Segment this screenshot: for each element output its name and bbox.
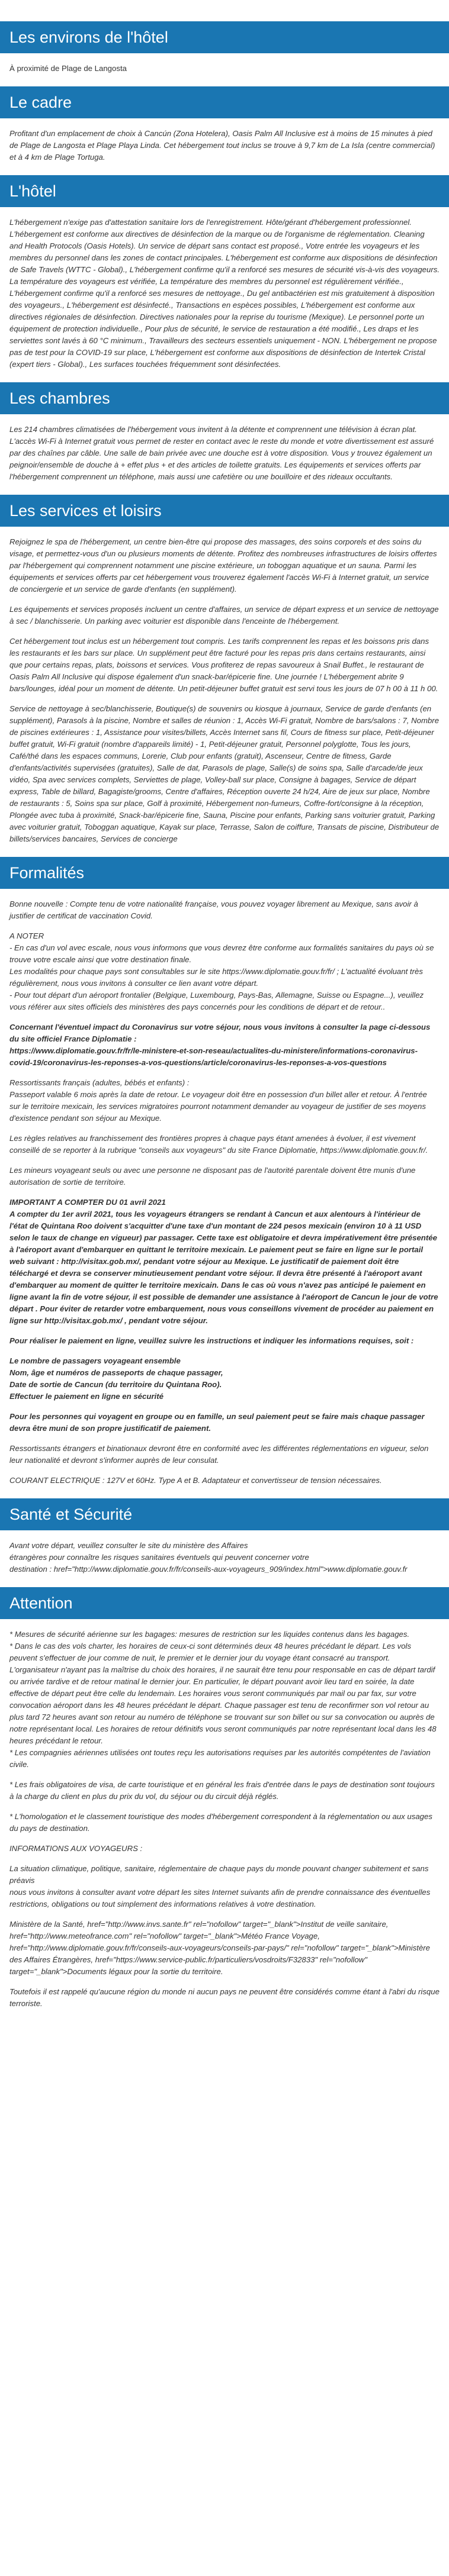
paragraph: IMPORTANT A COMPTER DU 01 avril 2021 A compter du 1er avril 2021, tous les voyageurs étrangers se rendant à Cancun et aux alentours à l'intérieur de l'état de Quintana Roo doivent s'acquitter d'une taxe d'un montant de 224 pesos mexicain (environ 10 à 11 USD selon le taux de change en vigueur) par passager. Cette taxe est obligatoire et devra impérativement être présentée à l'aéroport avant d'embarquer en quittant le territoire mexicain. Le paiement peut se faire en ligne sur le portail web suivant : http://visitax.gob.mx/, pendant votre séjour au Mexique. Le justificatif de paiement doit être téléchargé et devra se conserver minutieusement pendant votre séjour. Il devra être présenté à l'aéroport avant d'embarquer au moment de quitter le territoire mexicain. Dans le cas où vous n'avez pas anticipé le paiement en ligne avant la fin de votre séjour, il est possible de demander une assistance à l'aéroport de Cancun le jour de votre départ . Pour éviter de retarder votre embarquement, nous vous conseillons vivement de procéder au paiement en ligne sur http://visitax.gob.mx/ , pendant votre séjour.	[9, 1198, 438, 1325]
paragraph: INFORMATIONS AUX VOYAGEURS :	[9, 1844, 143, 1853]
section-les-environs-de-l-hotel	[0, 21, 449, 75]
paragraph: Pour réaliser le paiement en ligne, veuillez suivre les instructions et indiquer les informations requises, soit :	[9, 1336, 414, 1345]
paragraph: Pour les personnes qui voyagent en groupe ou en famille, un seul paiement peut se faire mais chaque passager devra être muni de son propre justificatif de paiement.	[9, 1412, 425, 1433]
paragraph: Concernant l'éventuel impact du Coronavirus sur votre séjour, nous vous invitons à consulter la page ci-dessous du site officiel France Diplomatie : https://www.diplomatie.gouv.fr/fr/le-ministere-et-son-reseau/actualites-du-ministere/informations-coronavirus-covid-19/coronavirus-les-reponses-a-vos-questions/article/coronavirus-les-reponses-a-vos-questions	[9, 1023, 431, 1067]
section-sante-et-securite	[0, 1498, 449, 1575]
section-body	[0, 536, 449, 845]
section-l-hotel	[0, 175, 449, 370]
paragraph: * Les frais obligatoires de visa, de carte touristique et en général les frais d'entrée dans le pays de destination sont toujours à la charge du client en plus du prix du vol, du séjour ou du circuit déjà réglés.	[9, 1780, 435, 1801]
paragraph: L'hébergement n'exige pas d'attestation sanitaire lors de l'enregistrement. Hôte/gérant d'hébergement professionnel. L'hébergement est conforme aux directives de désinfection de la marque ou de l'organisme de réglementation. Cleaning and Health Protocols (Oasis Hotels). Un service de départ sans contact est proposé., Votre entrée les voyageurs et les membres du personnel dans les zones de contact principales. L'hébergement est conforme aux dispositions de désinfection de Safe Travels (WTTC - Global)., L'hébergement confirme qu'il a renforcé ses mesures de sécurité vis-à-vis des voyageurs. La température des voyageurs est vérifiée, La température des membres du personnel est régulièrement vérifiée., L'hébergement confirme qu'il a renforcé ses mesures de nettoyage., Du gel antibactérien est mis gratuitement à disposition des voyageurs., L'hébergement est désinfecté., Transactions en espèces possibles, L'hébergement est conforme aux directives régionales de désinfection. Directives nationales pour la reprise du tourisme (Mexique). Le personnel porte un équipement de protection individuelle., Pour plus de sécurité, le service de restauration a été modifié., Les draps et les serviettes sont lavés à 60 °C minimum., Travailleurs des secteurs essentiels uniquement - NON. L'hébergement ne propose pas de test pour la COVID-19 sur place, L'hébergement est conforme aux dispositions de désinfection de Intertek Cristal (expert tiers - Global)., Les surfaces touchées fréquemment sont désinfectées.	[9, 218, 440, 369]
section-attention	[0, 1587, 449, 2010]
paragraph: Bonne nouvelle : Compte tenu de votre nationalité française, vous pouvez voyager librement au Mexique, sans avoir à justifier de certificat de vaccination Covid.	[9, 899, 418, 920]
paragraph: Ressortissants français (adultes, bébés et enfants) : Passeport valable 6 mois après la date de retour. Le voyageur doit être en possession d'un billet aller et retour. À l'entrée sur le territoire mexicain, les services migratoires pourront notamment demander au voyageur de justifier de ses moyens d'existence pendant son séjour au Mexique.	[9, 1078, 427, 1123]
section-title: Formalités	[0, 857, 449, 889]
paragraph: Profitant d'un emplacement de choix à Cancún (Zona Hotelera), Oasis Palm All Inclusive est à moins de 15 minutes à pied de Plage de Langosta et Plage Playa Linda. Cet hébergement tout inclus se trouve à 9,7 km de La Isla (centre commercial) et à 4 km de Plage Tortuga.	[9, 129, 435, 162]
paragraph: Ministère de la Santé, href="http://www.invs.sante.fr" rel="nofollow" target="_blank">Institut de veille sanitaire, href="http://www.meteofrance.com" rel="nofollow" target="_blank">Météo France Voyage, href="http://www.diplomatie.gouv.fr/fr/conseils-aux-voyageurs/conseils-par-pays/" rel="nofollow" target="_blank">Ministère des Affaires Étrangères, href="https://www.service-public.fr/particuliers/vosdroits/F32833" rel="nofollow" target="_blank">Documents légaux pour la sortie du territoire.	[9, 1920, 431, 1976]
paragraph: Les équipements et services proposés incluent un centre d'affaires, un service de départ express et un service de nettoyage à sec / blanchisserie. Un parking avec voiturier est disponible dans l'enceinte de l'hébergement.	[9, 605, 439, 626]
section-body	[0, 63, 449, 75]
paragraph: Les 214 chambres climatisées de l'hébergement vous invitent à la détente et comprennent une télévision à écran plat. L'accès Wi-Fi à Internet gratuit vous permet de rester en contact avec le reste du monde et votre divertissement est assuré par des chaînes par câble. Une salle de bain privée avec une douche est à votre disposition. Vous y trouvez également un peignoir/ensemble de douche à + effet plus + et des articles de toilette gratuits. Les équipements et services offerts par l'hébergement comprennent un téléphone, mais aussi une cafetière ou une bouilloire et des rideaux occultants.	[9, 425, 434, 481]
paragraph: À proximité de Plage de Langosta	[9, 64, 127, 73]
section-title: Les chambres	[0, 382, 449, 414]
section-title: L'hôtel	[0, 175, 449, 207]
paragraph: Les règles relatives au franchissement des frontières propres à chaque pays étant amenées à évoluer, il est vivement conseillé de se reporter à la rubrique "conseils aux voyageurs" du site France Diplomatie, https://www.diplomatie.gouv.fr/.	[9, 1134, 428, 1155]
section-formalites	[0, 857, 449, 1487]
section-body	[0, 128, 449, 163]
paragraph: Le nombre de passagers voyageant ensemble Nom, âge et numéros de passeports de chaque passager, Date de sortie de Cancun (du territoire du Quintana Roo). Effectuer le paiement en ligne en sécurité	[9, 1356, 223, 1401]
paragraph: Rejoignez le spa de l'hébergement, un centre bien-être qui propose des massages, des soins corporels et des soins du visage, et permettez-vous d'un ou plusieurs moments de détente. Profitez des nombreuses infrastructures de loisirs offertes par l'hébergement qui comprennent notamment une piscine extérieure, un toboggan aquatique et un sauna. Parmi les équipements et services offerts par cet hébergement vous trouverez également l'accès Wi-Fi à Internet gratuit, un service de conciergerie et un service de garde d'enfants (en supplément).	[9, 537, 437, 594]
section-les-services-et-loisirs	[0, 495, 449, 845]
paragraph: COURANT ELECTRIQUE : 127V et 60Hz. Type A et B. Adaptateur et convertisseur de tension nécessaires.	[9, 1476, 382, 1485]
section-body	[0, 1540, 449, 1575]
paragraph: Cet hébergement tout inclus est un hébergement tout compris. Les tarifs comprennent les repas et les boissons pris dans les restaurants et les bars sur place. Un supplément peut être facturé pour les repas pris dans certains restaurants, ainsi que pour certains repas, plats, boissons et services. Vous profiterez de repas savoureux à Snail Buffet., le restaurant de Oasis Palm All Inclusive qui dispose également d'un snack-bar/épicerie fine. Une journée ! L'hébergement abrite 9 bars/lounges, idéal pour un moment de détente. Un petit-déjeuner buffet gratuit est servi tous les jours de 07 h 00 à 11 h 00.	[9, 637, 438, 693]
section-title: Les services et loisirs	[0, 495, 449, 527]
section-body	[0, 424, 449, 483]
paragraph: * Mesures de sécurité aérienne sur les bagages: mesures de restriction sur les liquides contenus dans les bagages. * Dans le cas des vols charter, les horaires de ceux-ci sont déterminés deux 48 heures précédant le départ. Les vols peuvent s'effectuer de jour comme de nuit, le premier et le dernier jour du voyage étant consacré au transport. L'organisateur n'ayant pas la maîtrise du choix des horaires, il ne saurait être tenu pour responsable en cas de départ tardif ou arrivée tardive et de retour matinal le dernier jour. En particulier, le départ pouvant avoir lieu tard en soirée, la date effective de départ peut être celle du lendemain. Les horaires vous seront communiqués par mail ou par fax, sur votre convocation aéroport dans les 48 heures précédant le départ. Chaque passager est tenu de reconfirmer son vol retour au plus tard 72 heures avant son retour au numéro de téléphone se trouvant sur son billet ou sur sa convocation ou auprès de notre représentant local. Les horaires de retour définitifs vous seront communiqués par notre représentant local dans les 48 heures précédant le retour. * Les compagnies aériennes utilisées ont toutes reçu les autorisations requises par les autorités compétentes de l'aviation civile.	[9, 1630, 437, 1769]
section-les-chambres	[0, 382, 449, 483]
paragraph: Les mineurs voyageant seuls ou avec une personne ne disposant pas de l'autorité parentale doivent être munis d'une autorisation de sortie de territoire.	[9, 1166, 416, 1187]
section-le-cadre	[0, 86, 449, 163]
section-title: Les environs de l'hôtel	[0, 21, 449, 53]
section-title: Le cadre	[0, 86, 449, 118]
paragraph: Avant votre départ, veuillez consulter le site du ministère des Affaires étrangères pour connaître les risques sanitaires éventuels qui peuvent concerner votre destination : href="http://www.diplomatie.gouv.fr/fr/conseils-aux-voyageurs_909/index.html">www.diplomatie.gouv.fr	[9, 1541, 408, 1574]
paragraph: Service de nettoyage à sec/blanchisserie, Boutique(s) de souvenirs ou kiosque à journaux, Service de garde d'enfants (en supplément), Parasols à la piscine, Nombre et salles de réunion : 1, Accès Wi-Fi gratuit, Nombre de bars/salons : 7, Nombre de piscines extérieures : 1, Assistance pour visites/billets, Accès Internet sans fil, Cours de fitness sur place, Petit-déjeuner buffet gratuit, Wi-Fi gratuit (nombre d'appareils limité) - 1, Petit-déjeuner gratuit, Personnel polyglotte, Tous les jours, Café/thé dans les espaces communs, Lorerie, Club pour enfants (gratuit), Ascenseur, Centre de fitness, Garde d'enfants/activités supervisées (gratuites), Salle de dat, Parasols de plage, Salle(s) de soins spa, Salle d'arcade/de jeux vidéo, Spa avec services complets, Serviettes de plage, Volley-ball sur place, Consigne à bagages, Service de départ express, Table de billard, Bagagiste/grooms, Centre d'affaires, Réception ouverte 24 h/24, Aire de jeux sur place, Nombre de restaurants : 5, Soins spa sur place, Golf à proximité, Hébergement non-fumeurs, Coffre-fort/consigne à la réception, Plongée avec tuba à proximité, Snack-bar/épicerie fine, Sauna, Piscine pour enfants, Parking sans voiturier gratuit, Parking avec voiturier gratuit, Toboggan aquatique, Kayak sur place, Terrasse, Salon de coiffure, Transats de piscine, Distributeur de billets/services bancaires, Services de concierge	[9, 704, 440, 843]
paragraph: Ressortissants étrangers et binationaux devront être en conformité avec les différentes réglementations en vigueur, selon leur nationalité et devront s'informer auprès de leur consulat.	[9, 1444, 429, 1465]
section-body	[0, 898, 449, 1487]
section-body	[0, 217, 449, 370]
paragraph: La situation climatique, politique, sanitaire, réglementaire de chaque pays du monde pouvant changer subitement et sans préavis nous vous invitons à consulter avant votre départ les sites Internet suivants afin de prendre connaissance des éventuelles restrictions, obligations ou tout simplement des informations relatives à votre destination.	[9, 1864, 431, 1908]
section-title: Santé et Sécurité	[0, 1498, 449, 1530]
paragraph: Toutefois il est rappelé qu'aucune région du monde ni aucun pays ne peuvent être considérés comme étant à l'abri du risque terroriste.	[9, 1987, 440, 2008]
paragraph: A NOTER - En cas d'un vol avec escale, nous vous informons que vous devrez être conforme aux formalités sanitaires du pays où se trouve votre escale ainsi que votre destination finale. Les modalités pour chaque pays sont consultables sur le site https://www.diplomatie.gouv.fr/fr/ ; L'actualité évoluant très régulièrement, nous vous invitons à consulter ce lien avant votre départ. - Pour tout départ d'un aéroport frontalier (Belgique, Luxembourg, Pays-Bas, Allemagne, Suisse ou Espagne...), veuillez vous référer aux sites officiels des ministères des pays concernés pour les conditions de départ et de retour..	[9, 931, 434, 1011]
section-title: Attention	[0, 1587, 449, 1619]
section-body	[0, 1629, 449, 2010]
paragraph: * L'homologation et le classement touristique des modes d'hébergement correspondent à la réglementation ou aux usages du pays de destination.	[9, 1812, 432, 1833]
